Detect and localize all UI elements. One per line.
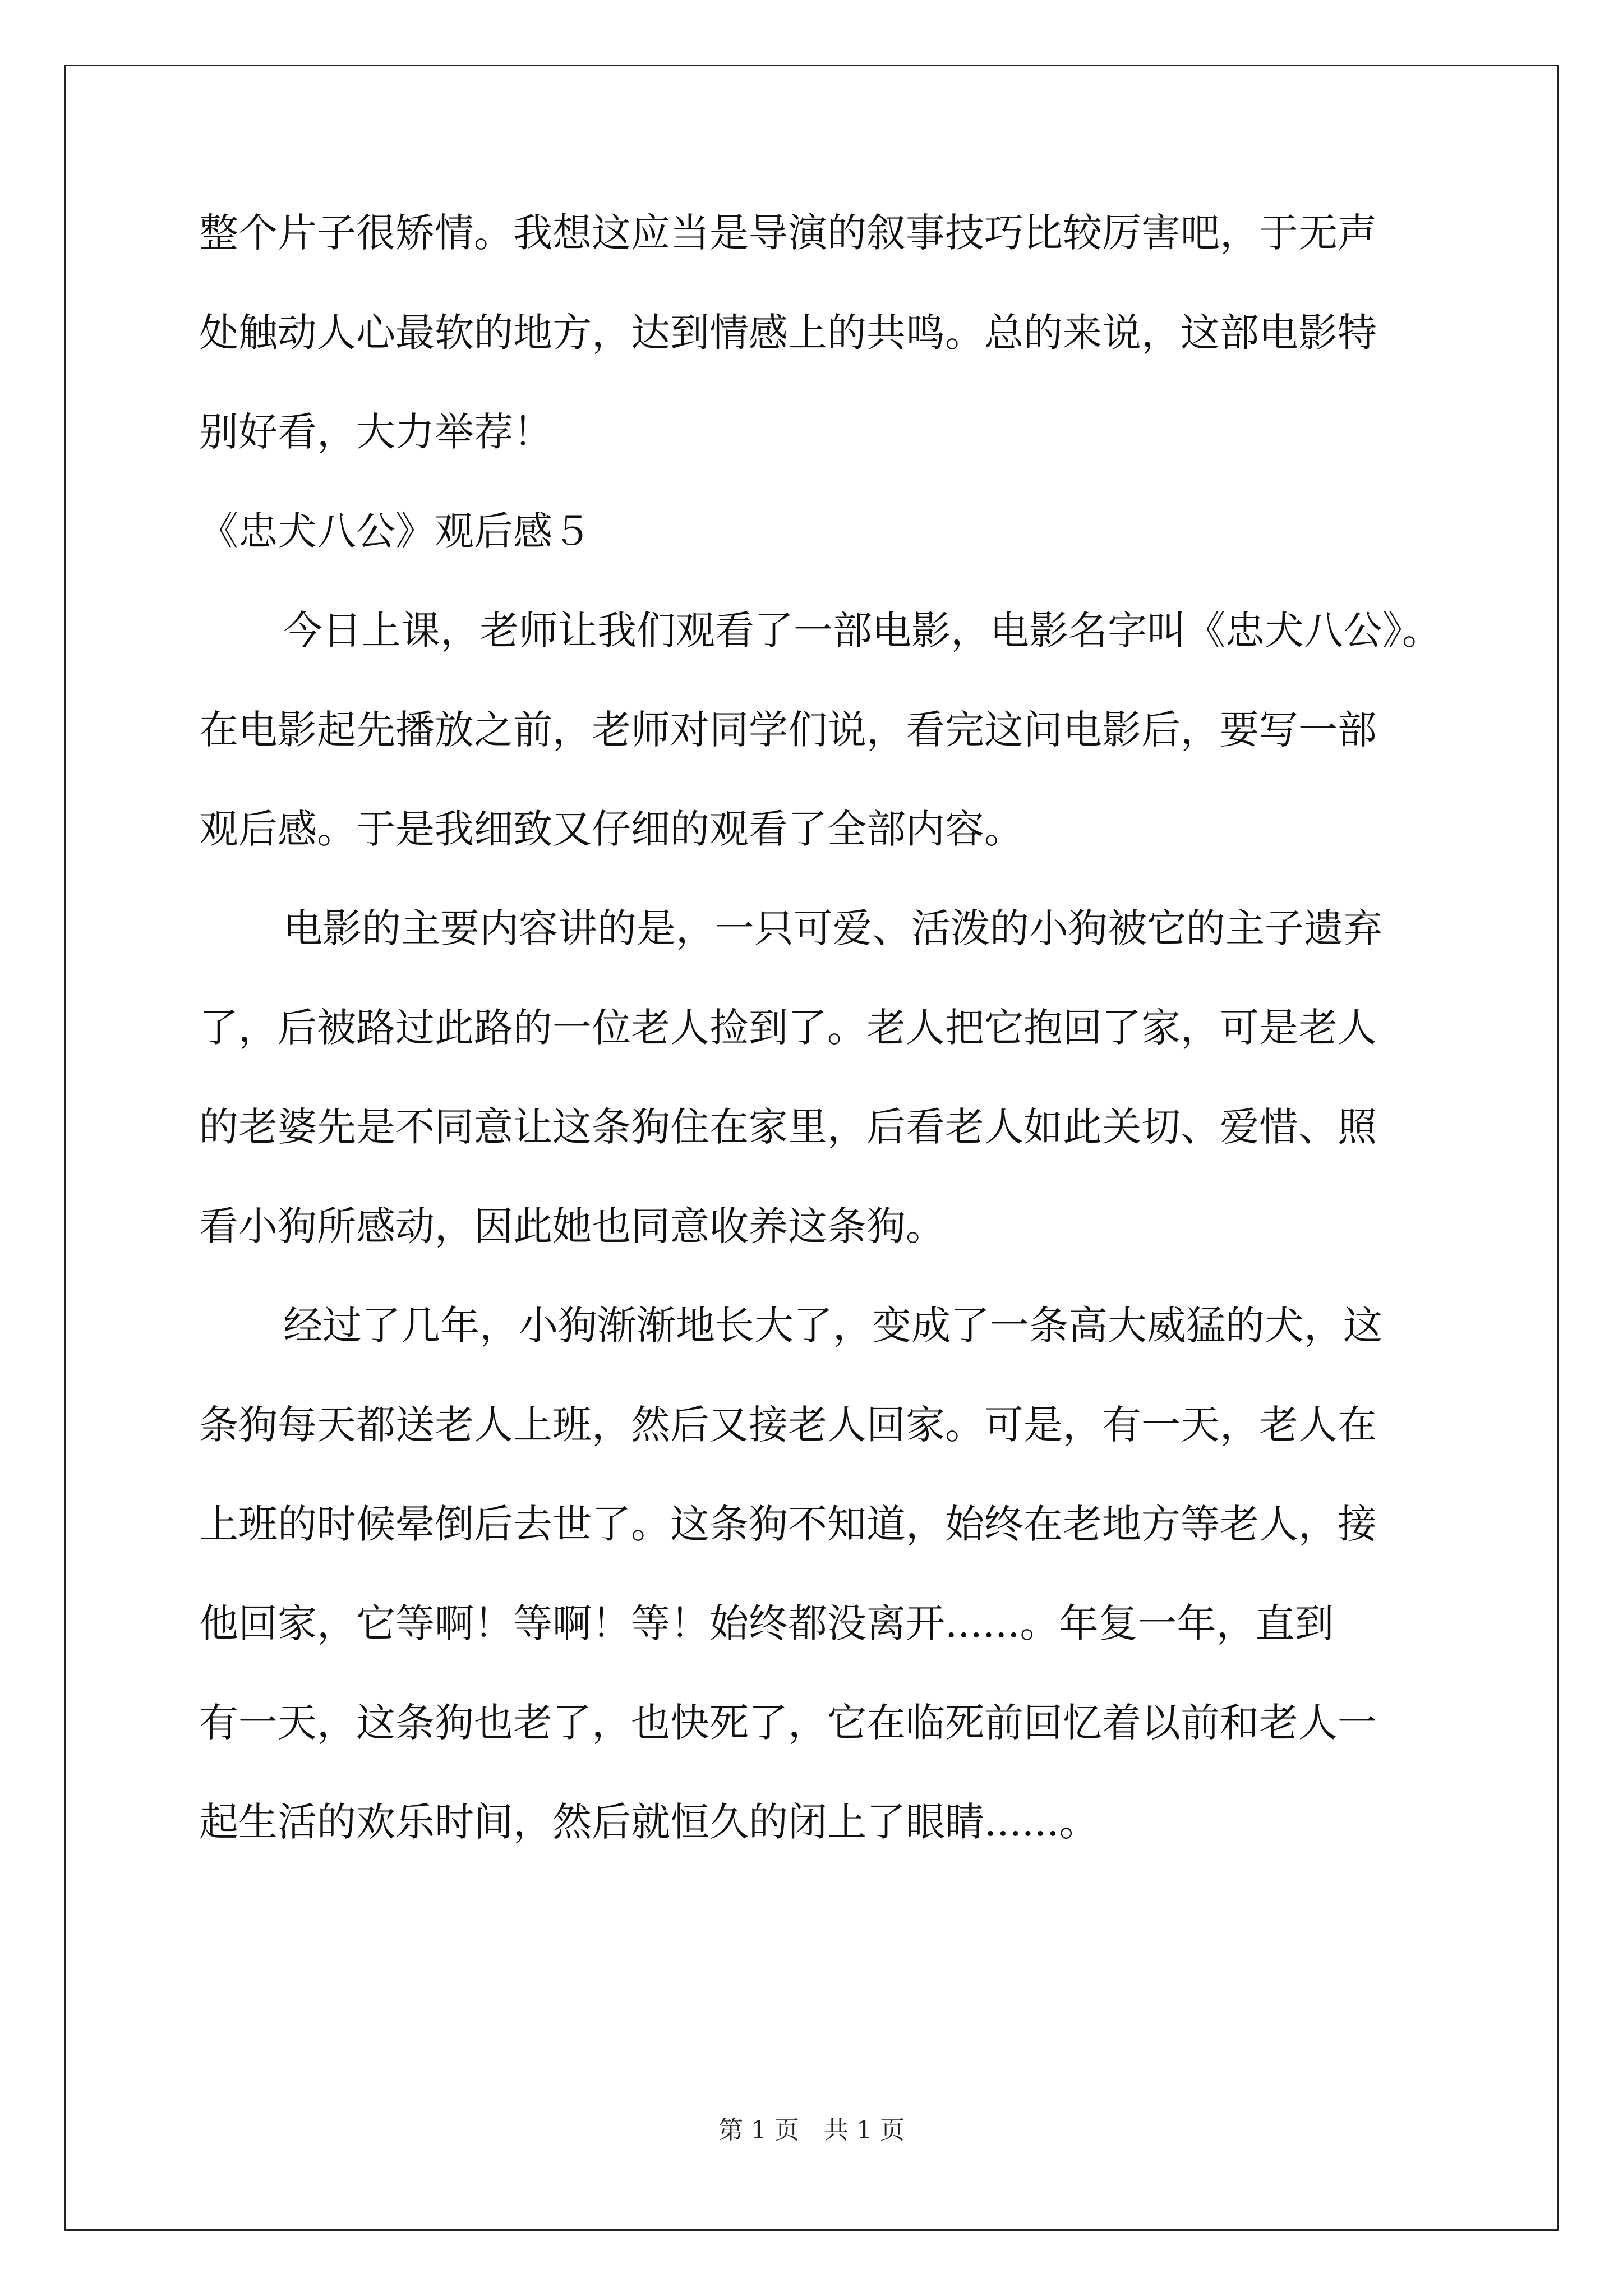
text-line: 观后感。于是我细致又仔细的观看了全部内容。 xyxy=(199,806,1023,852)
text-line: 电影的主要内容讲的是，一只可爱、活泼的小狗被它的主子遗弃 xyxy=(283,905,1382,951)
text-line: 整个片子很矫情。我想这应当是导演的叙事技巧比较厉害吧，于无声 xyxy=(199,210,1377,256)
text-line: 在电影起先播放之前，老师对同学们说，看完这问电影后，要写一部 xyxy=(199,707,1377,753)
text-line: 今日上课，老师让我们观看了一部电影，电影名字叫《忠犬八公》。 xyxy=(283,608,1441,654)
page-footer: 第 1 页 共 1 页 xyxy=(718,2116,905,2145)
text-line: 条狗每天都送老人上班，然后又接老人回家。可是，有一天，老人在 xyxy=(199,1402,1377,1448)
text-line: 了，后被路过此路的一位老人捡到了。老人把它抱回了家，可是老人 xyxy=(199,1005,1377,1051)
text-line: 的老婆先是不同意让这条狗住在家里，后看老人如此关切、爱惜、照 xyxy=(199,1104,1377,1150)
text-line: 上班的时候晕倒后去世了。这条狗不知道，始终在老地方等老人，接 xyxy=(199,1501,1377,1547)
text-line: 别好看，大力举荐！ xyxy=(199,409,552,455)
section-heading: 《忠犬八公》观后感５ xyxy=(199,508,592,554)
text-line: 看小狗所感动，因此她也同意收养这条狗。 xyxy=(199,1203,945,1249)
text-line: 他回家，它等啊！等啊！等！始终都没离开......。年复一年，直到 xyxy=(199,1600,1334,1646)
text-line: 处触动人心最软的地方，达到情感上的共鸣。总的来说，这部电影特 xyxy=(199,310,1377,356)
text-line: 起生活的欢乐时间，然后就恒久的闭上了眼睛......。 xyxy=(199,1799,1099,1845)
text-line: 经过了几年，小狗渐渐地长大了，变成了一条高大威猛的犬，这 xyxy=(283,1303,1382,1349)
text-line: 有一天，这条狗也老了，也快死了，它在临死前回忆着以前和老人一 xyxy=(199,1700,1377,1746)
